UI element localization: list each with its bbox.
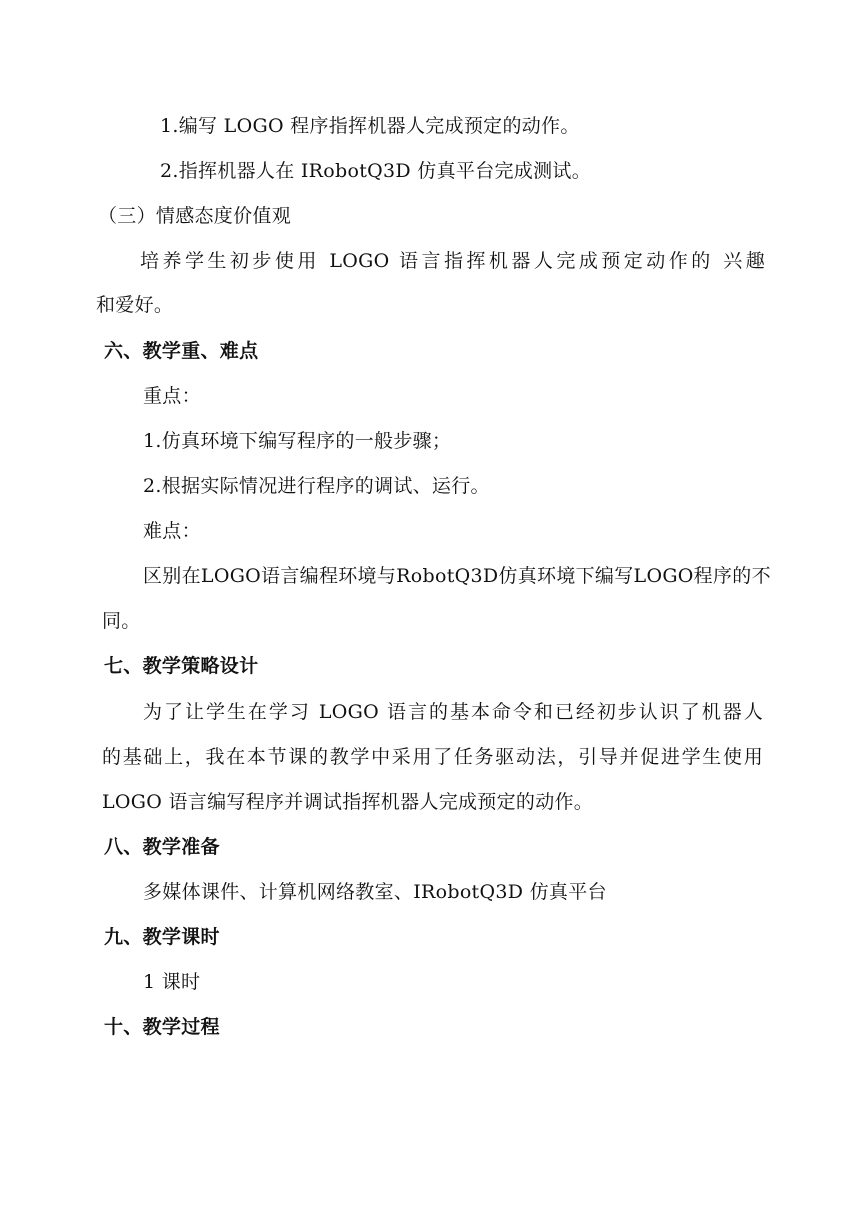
key-point-2: 2.根据实际情况进行程序的调试、运行。 [143, 475, 490, 497]
key-points-label: 重点： [143, 385, 201, 407]
section-8-heading: 八、教学准备 [104, 836, 220, 858]
difficulty-label: 难点： [143, 520, 201, 542]
key-point-1: 1.仿真环境下编写程序的一般步骤； [143, 430, 452, 452]
difficulty-line-1: 区别在LOGO语言编程环境与RobotQ3D仿真环境下编写LOGO程序的不 [143, 565, 771, 587]
strategy-paragraph-line-1: 为了让学生在学习 LOGO 语言的基本命令和已经初步认识了机器人 [143, 701, 763, 723]
difficulty-line-2: 同。 [102, 610, 141, 632]
preparation-text: 多媒体课件、计算机网络教室、IRobotQ3D 仿真平台 [143, 881, 607, 903]
attitude-paragraph-line-2: 和爱好。 [96, 294, 174, 316]
strategy-paragraph-line-3: LOGO 语言编写程序并调试指挥机器人完成预定的动作。 [102, 791, 594, 813]
section-6-heading: 六、教学重、难点 [104, 340, 259, 362]
section-7-heading: 七、教学策略设计 [104, 655, 259, 677]
section-9-heading: 九、教学课时 [104, 926, 220, 948]
attitude-heading: （三）情感态度价值观 [98, 205, 292, 227]
skill-item-1: 1.编写 LOGO 程序指挥机器人完成预定的动作。 [160, 115, 580, 137]
attitude-paragraph-line-1: 培养学生初步使用 LOGO 语言指挥机器人完成预定动作的 兴趣 [140, 250, 765, 272]
skill-item-2: 2.指挥机器人在 IRobotQ3D 仿真平台完成测试。 [160, 160, 591, 182]
class-hours-text: 1 课时 [143, 971, 201, 993]
section-10-heading: 十、教学过程 [104, 1016, 220, 1038]
strategy-paragraph-line-2: 的基础上，我在本节课的教学中采用了任务驱动法，引导并促进学生使用 [102, 746, 763, 768]
